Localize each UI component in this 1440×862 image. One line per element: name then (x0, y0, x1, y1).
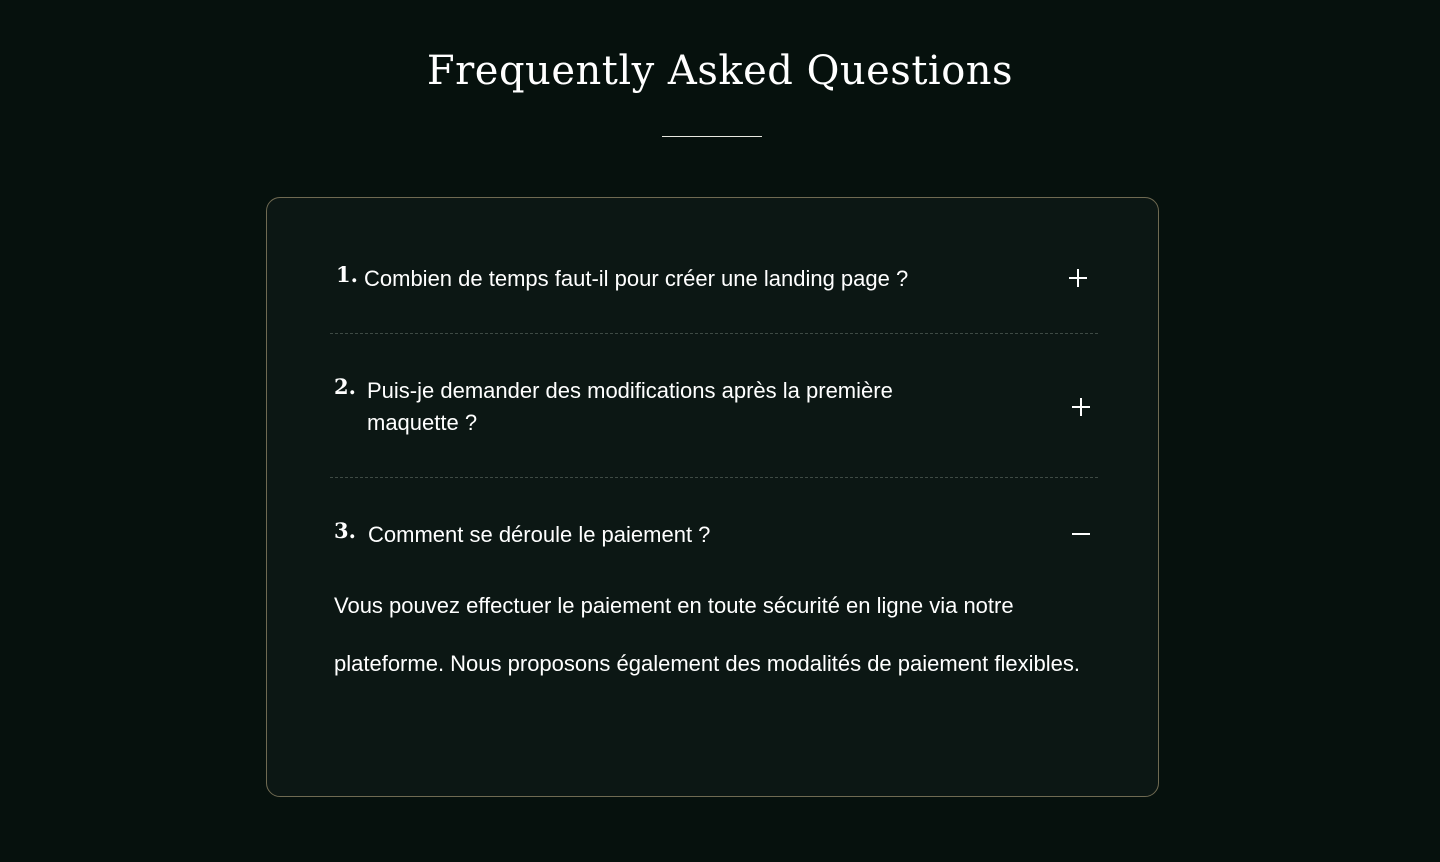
faq-item-2[interactable] (330, 370, 1098, 450)
faq-divider (330, 333, 1098, 334)
plus-icon-vertical-stroke (1077, 269, 1079, 287)
faq-item-number: 2. (334, 374, 356, 399)
faq-item-number: 3. (334, 518, 356, 543)
page-title: Frequently Asked Questions (426, 48, 1014, 94)
plus-icon[interactable] (1069, 269, 1087, 287)
faq-panel (266, 197, 1159, 797)
faq-item-3[interactable] (330, 514, 1098, 558)
faq-question[interactable]: Comment se déroule le paiement ? (368, 522, 711, 547)
faq-question[interactable]: Puis-je demander des modifications après la première maquette ? (367, 378, 893, 435)
faq-item-1[interactable] (330, 258, 1098, 302)
title-underline (662, 136, 762, 137)
faq-item-number: 1. (336, 262, 358, 287)
faq-divider (330, 477, 1098, 478)
minus-icon-stroke (1072, 533, 1090, 535)
plus-icon-vertical-stroke (1080, 398, 1082, 416)
minus-icon[interactable] (1072, 525, 1090, 543)
plus-icon[interactable] (1072, 398, 1090, 416)
faq-question[interactable]: Combien de temps faut-il pour créer une landing page ? (364, 266, 909, 291)
faq-answer: Vous pouvez effectuer le paiement en toute sécurité en ligne via notre plateforme. Nous proposons également des modalités de paiement flexibles. (334, 593, 1080, 676)
